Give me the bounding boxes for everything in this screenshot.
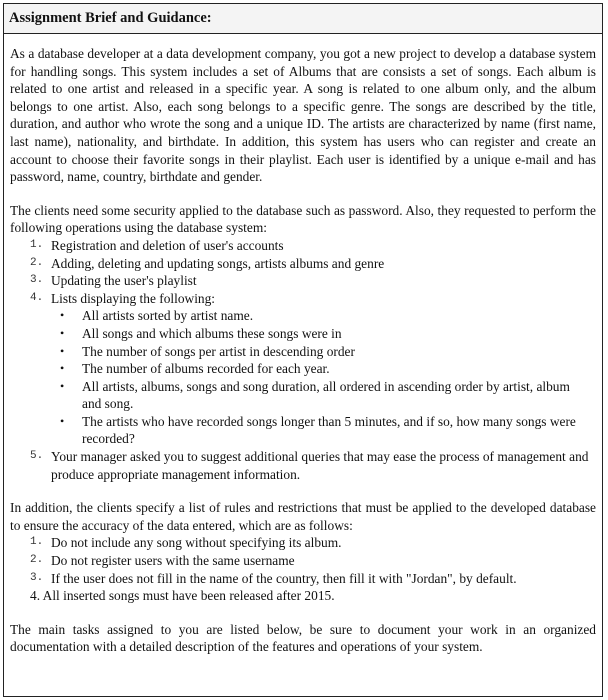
item-number: 3. bbox=[30, 274, 44, 287]
item-number: 5. bbox=[30, 450, 44, 463]
rules-intro-paragraph: In addition, the clients specify a list of rules and restrictions that must be applied to the developed database to ensure the accuracy of the data entered, which are as follows: bbox=[10, 500, 596, 533]
list-item bbox=[10, 272, 596, 290]
item-text: If the user does not fill in the name of the country, then fill it with "Jordan", by default. bbox=[51, 570, 517, 586]
bullet-item bbox=[10, 413, 596, 448]
bullet-icon: • bbox=[60, 378, 65, 393]
assignment-brief-box bbox=[3, 3, 603, 697]
bullet-text: All artists, albums, songs and song duration, all ordered in ascending order by artist, album and song. bbox=[82, 378, 570, 412]
list-item bbox=[10, 255, 596, 273]
section-title: Assignment Brief and Guidance: bbox=[9, 10, 212, 26]
item-number: 2. bbox=[30, 256, 44, 269]
item-text: Registration and deletion of user's accounts bbox=[51, 237, 284, 253]
bullet-item bbox=[10, 378, 596, 413]
rules-list bbox=[10, 534, 596, 604]
report-bullet-list bbox=[10, 307, 596, 448]
bullet-item bbox=[10, 307, 596, 325]
list-item bbox=[10, 587, 596, 605]
item-text: Lists displaying the following: bbox=[51, 290, 216, 306]
bullet-text: All songs and which albums these songs were in bbox=[82, 325, 342, 341]
item-number: 4. bbox=[30, 291, 44, 304]
list-item bbox=[10, 237, 596, 255]
project-description-paragraph: As a database developer at a data development company, you got a new project to develop a database system for handling songs. This system includes a set of Albums that are consists a set of songs. Each album is related to one artist and released in a specific year. A song is related to one album only, and the album belongs to one artist. Also, each song belongs to a specific genre. The songs are described by the title, duration, and author who wrote the song and a unique ID. The artists are characterized by name (first name, last name), nationality, and birthdate. In addition, this system has users who can register and create an account to choose their favorite songs in their playlist. Each user is identified by a unique e-mail and has password, name, country, birthdate and gender. bbox=[10, 46, 596, 185]
item-number: 1. bbox=[30, 238, 44, 251]
main-tasks-paragraph: The main tasks assigned to you are listed below, be sure to document your work in an organized documentation with a detailed description of the features and operations of your system. bbox=[10, 621, 596, 655]
item-number: 1. bbox=[30, 536, 44, 549]
bullet-icon: • bbox=[60, 343, 65, 358]
bullet-text: The number of albums recorded for each year. bbox=[82, 361, 330, 377]
bullet-item bbox=[10, 343, 596, 361]
list-item bbox=[10, 448, 596, 483]
item-text: Do not register users with the same username bbox=[51, 553, 295, 569]
bullet-text: All artists sorted by artist name. bbox=[82, 308, 254, 324]
bullet-text: The artists who have recorded songs longer than 5 minutes, and if so, how many songs were recorded? bbox=[82, 413, 576, 447]
bullet-icon: • bbox=[60, 325, 65, 340]
item-number: 3. bbox=[30, 571, 44, 584]
item-text: Updating the user's playlist bbox=[51, 273, 197, 289]
bullet-item bbox=[10, 360, 596, 378]
bullet-icon: • bbox=[60, 413, 65, 428]
section-header bbox=[4, 4, 602, 34]
list-item bbox=[10, 552, 596, 570]
brief-content bbox=[4, 34, 602, 656]
bullet-item bbox=[10, 325, 596, 343]
item-number: 2. bbox=[30, 554, 44, 567]
item-text: 4. All inserted songs must have been released after 2015. bbox=[30, 588, 335, 604]
list-item bbox=[10, 534, 596, 552]
operations-list bbox=[10, 237, 596, 483]
bullet-text: The number of songs per artist in descending order bbox=[82, 343, 355, 359]
security-requirements-paragraph: The clients need some security applied to the database such as password. Also, they requested to perform the following operations using the database system: bbox=[10, 202, 596, 236]
list-item bbox=[10, 290, 596, 308]
item-text: Adding, deleting and updating songs, artists albums and genre bbox=[51, 255, 385, 271]
item-text: Your manager asked you to suggest additional queries that may ease the process of management and produce appropriate management information. bbox=[51, 449, 589, 482]
list-item bbox=[10, 570, 596, 588]
bullet-icon: • bbox=[60, 361, 65, 376]
item-text: Do not include any song without specifying its album. bbox=[51, 535, 342, 551]
bullet-icon: • bbox=[60, 308, 65, 323]
